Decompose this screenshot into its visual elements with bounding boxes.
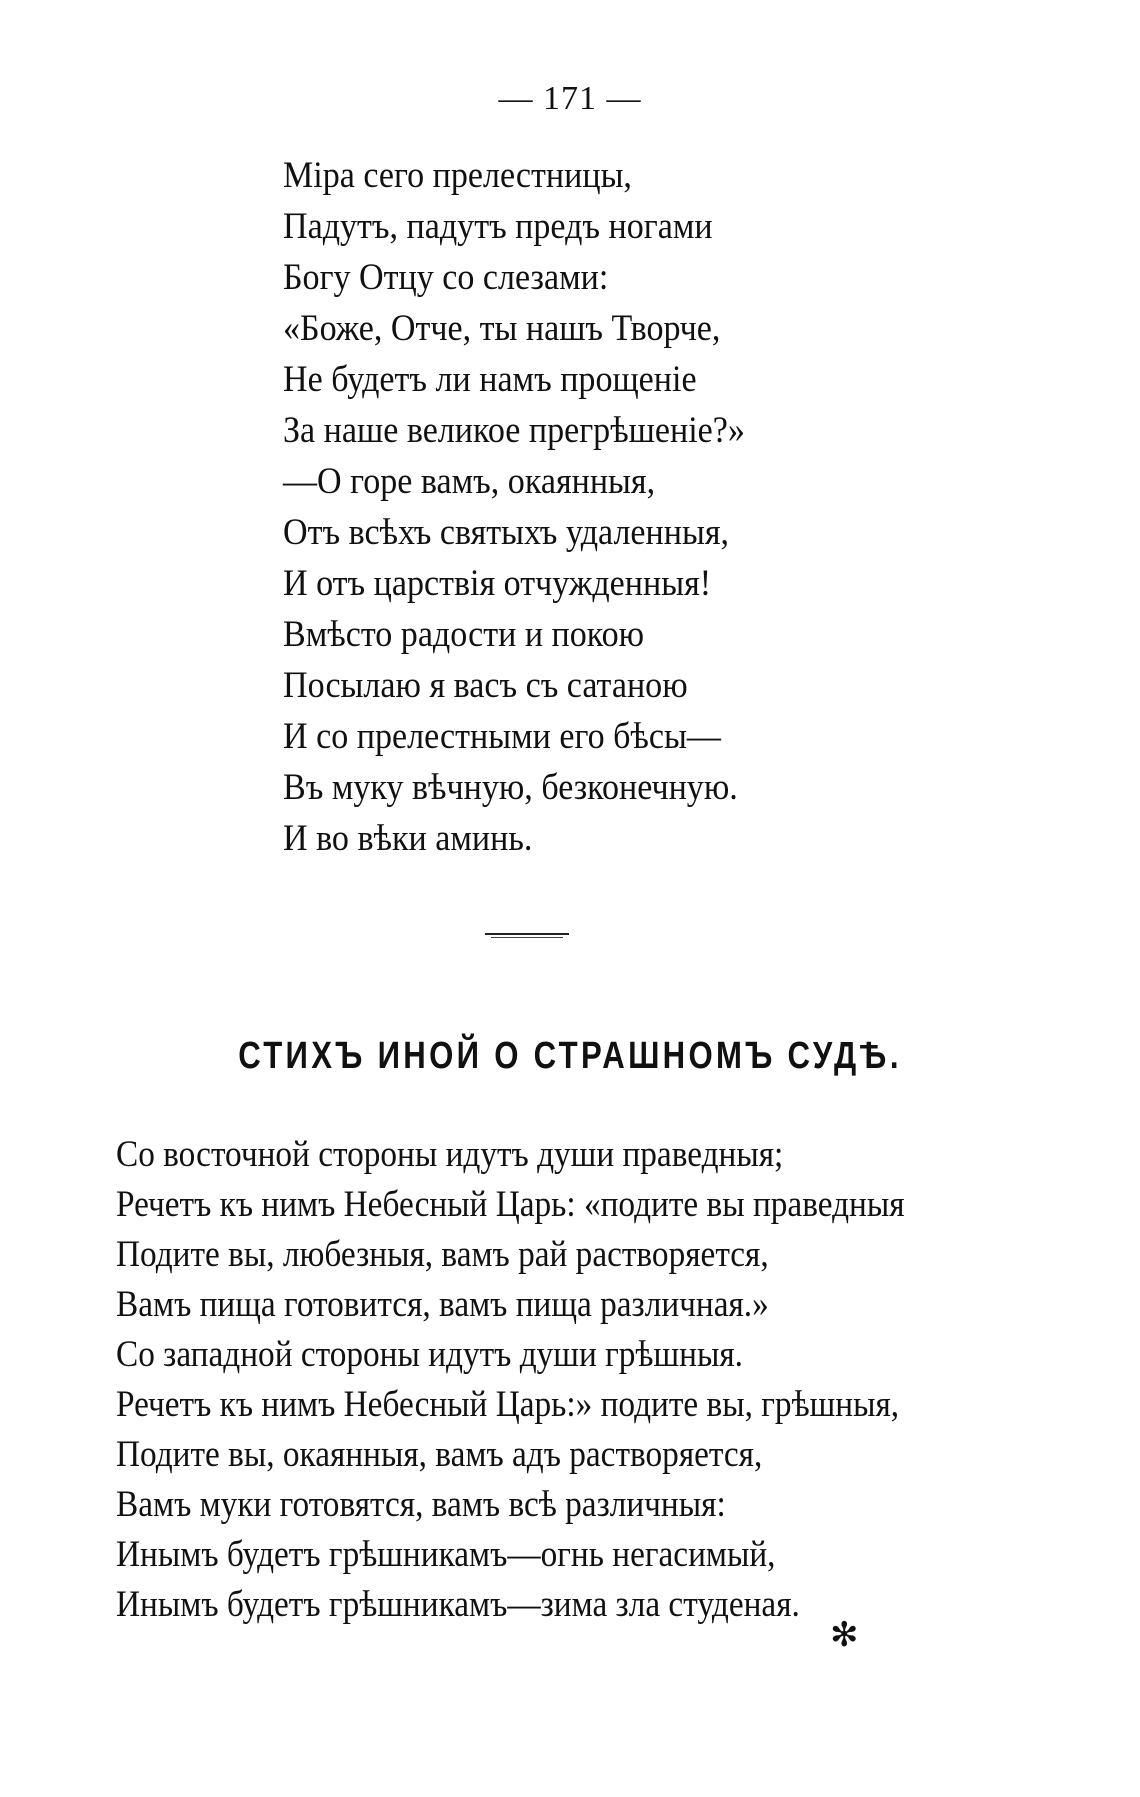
section-title: СТИХЪ ИНОЙ О СТРАШНОМЪ СУДѢ. [238, 1035, 902, 1077]
verse-line: Посылаю я васъ съ сатаною [283, 665, 688, 706]
poem-line: Инымъ будетъ грѣшникамъ—огнь негасимый, [116, 1534, 776, 1575]
verse-line: Міра сего прелестницы, [283, 155, 632, 196]
verse-line: Вмѣсто радости и покою [283, 614, 645, 655]
poem-line: Со восточной стороны идутъ души праведныя; [116, 1134, 784, 1175]
poem-line: Вамъ пища готовится, вамъ пища различная.» [116, 1284, 769, 1325]
poem-line: Подите вы, любезныя, вамъ рай растворяется, [116, 1234, 769, 1275]
poem-line: Инымъ будетъ грѣшникамъ—зима зла студеная. [116, 1584, 800, 1625]
poem-block [116, 1130, 1076, 1630]
poem-line: Вамъ муки готовятся, вамъ всѣ различныя: [116, 1484, 726, 1525]
verse-line: Падутъ, падутъ предъ ногами [283, 206, 713, 247]
end-ornament-icon: ✻ [830, 1615, 859, 1655]
verse-line: И во вѣки аминь. [283, 818, 533, 859]
verse-line: И отъ царствія отчужденныя! [283, 563, 712, 604]
verse-line: Въ муку вѣчную, безконечную. [283, 767, 738, 808]
verse-line: —О горе вамъ, окаянныя, [283, 461, 656, 502]
poem-line: Речетъ къ нимъ Небесный Царь: «подите вы праведныя [116, 1184, 905, 1225]
verse-line: Отъ всѣхъ святыхъ удаленныя, [283, 512, 730, 553]
poem-line: Речетъ къ нимъ Небесный Царь:» подите вы, грѣшныя, [116, 1384, 900, 1425]
page-number: — 171 — [498, 80, 642, 117]
section-divider [485, 933, 569, 935]
poem-line: Подите вы, окаянныя, вамъ адъ растворяется, [116, 1434, 763, 1475]
poem-line: Со западной стороны идутъ души грѣшныя. [116, 1334, 743, 1375]
verse-line: За наше великое прегрѣшеніе?» [283, 410, 745, 451]
verse-line: Не будетъ ли намъ прощеніе [283, 359, 697, 400]
verse-block [283, 150, 1003, 864]
verse-line: Богу Отцу со слезами: [283, 257, 609, 298]
verse-line: И со прелестными его бѣсы— [283, 716, 721, 757]
verse-line: «Боже, Отче, ты нашъ Творче, [283, 308, 721, 349]
